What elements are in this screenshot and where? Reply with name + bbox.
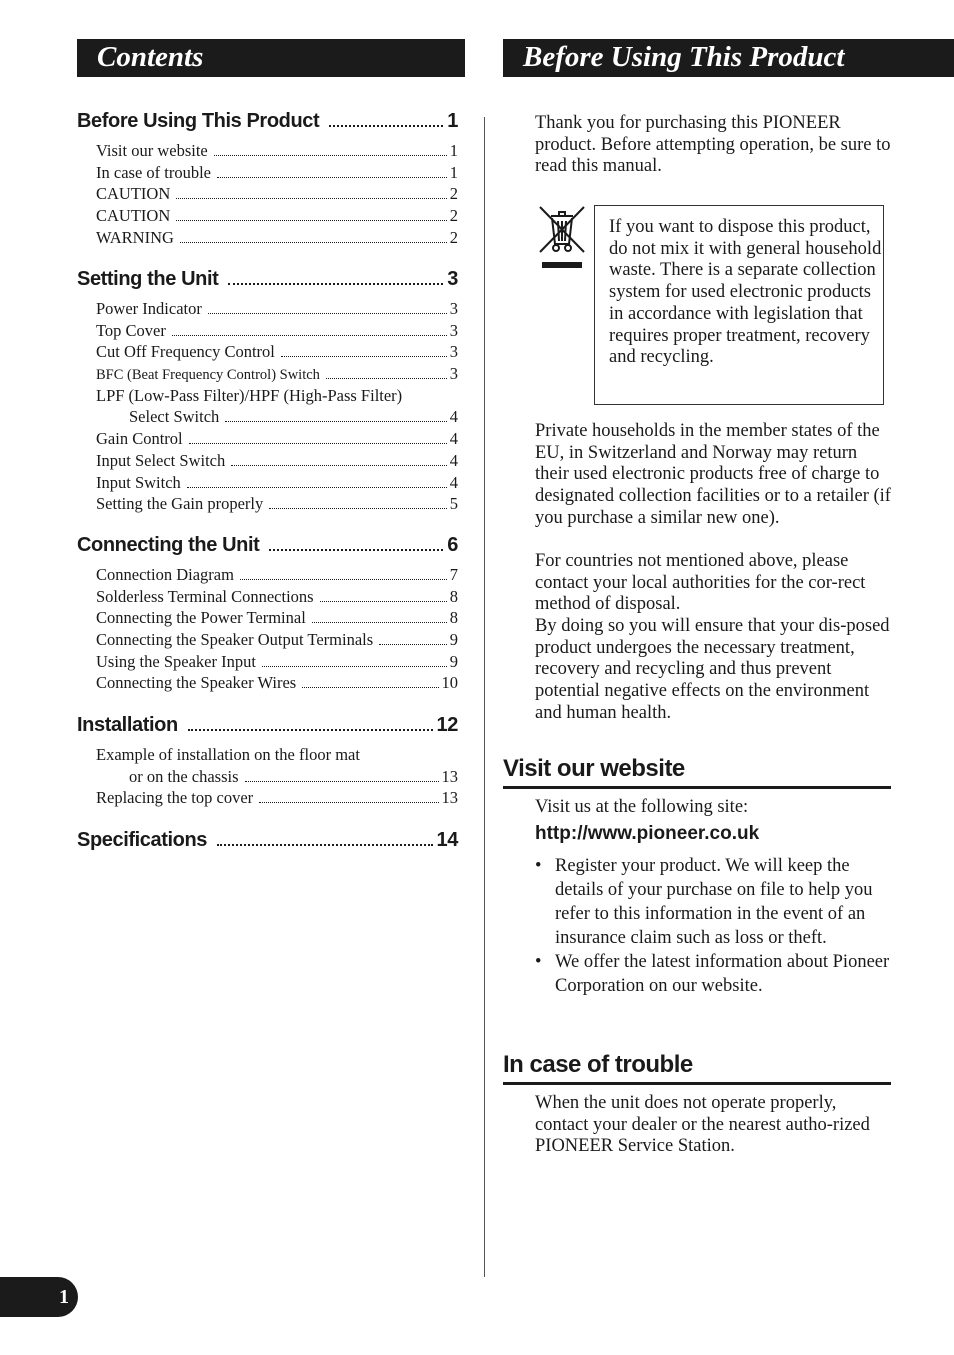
toc-heading[interactable]: Setting the Unit 3: [77, 268, 458, 290]
toc-item[interactable]: Top Cover 3: [96, 320, 458, 340]
disposal-notice-box: If you want to dispose this product, do not mix it with general household waste. There is a separate collection system for used electronic products in accordance with legislation that requires proper treatment, recovery and recycling.: [594, 205, 884, 405]
toc-heading[interactable]: Installation 12: [77, 714, 458, 736]
toc-heading[interactable]: Before Using This Product 1: [77, 110, 458, 132]
toc-item[interactable]: Power Indicator 3: [96, 299, 458, 318]
toc-heading[interactable]: Specifications 14: [77, 829, 458, 851]
toc-item[interactable]: Using the Speaker Input 9: [96, 651, 458, 671]
toc-item[interactable]: Visit our website 1: [96, 141, 458, 160]
trouble-paragraph: When the unit does not operate properly, contact your dealer or the nearest autho-rized PIONEER Service Station.: [535, 1093, 870, 1157]
toc-item[interactable]: Input Select Switch 4: [96, 450, 458, 470]
trouble-heading: In case of trouble: [503, 1050, 891, 1085]
website-heading: Visit our website: [503, 754, 891, 789]
toc-item[interactable]: or on the chassis 13: [129, 766, 458, 786]
list-item: • We offer the latest information about Pioneer Corporation on our website.: [535, 950, 891, 998]
toc-item[interactable]: In case of trouble 1: [96, 162, 458, 182]
toc-item[interactable]: Example of installation on the floor mat: [96, 745, 360, 764]
toc-section: [77, 829, 458, 859]
toc-section: [77, 534, 458, 694]
toc-item[interactable]: Connecting the Speaker Wires 10: [96, 673, 458, 693]
contents-header: Contents: [77, 39, 465, 77]
toc-item[interactable]: Cut Off Frequency Control 3: [96, 342, 458, 362]
page-number: 1: [0, 1277, 78, 1317]
toc-heading[interactable]: Connecting the Unit 6: [77, 534, 458, 556]
toc-section: [77, 110, 458, 248]
disposal-paragraph: Private households in the member states of the EU, in Switzerland and Norway may return their used electronic products free of charge to designated collection facilities or to a retailer (if you purchase a similar new one).: [535, 421, 891, 528]
toc-item[interactable]: Select Switch 4: [129, 407, 458, 427]
list-item: • Register your product. We will keep the details of your purchase on file to help you refer to this information in the event of an insurance claim such as loss or theft.: [535, 854, 891, 950]
toc-item[interactable]: Connecting the Power Terminal 8: [96, 608, 458, 628]
website-lead: Visit us at the following site:: [535, 797, 749, 817]
toc-section: [77, 268, 458, 515]
toc-item[interactable]: Input Switch 4: [96, 472, 458, 492]
toc-item[interactable]: LPF (Low-Pass Filter)/HPF (High-Pass Filter): [96, 385, 403, 405]
toc-item[interactable]: Solderless Terminal Connections 8: [96, 586, 458, 606]
toc-item[interactable]: Connection Diagram 7: [96, 565, 458, 584]
website-bullet-list: [535, 854, 891, 998]
toc-item[interactable]: Connecting the Speaker Output Terminals 9: [96, 630, 458, 650]
intro-paragraph: Thank you for purchasing this PIONEER product. Before attempting operation, be sure to read this manual.: [535, 113, 891, 177]
disposal-paragraph: By doing so you will ensure that your dis-posed product undergoes the necessary treatment, recovery and recycling and thus prevent potential negative effects on the environment and human health.: [535, 616, 890, 723]
website-link[interactable]: http://www.pioneer.co.uk: [535, 823, 760, 844]
toc-item[interactable]: Replacing the top cover 13: [96, 788, 458, 808]
toc-section: [77, 714, 458, 809]
section-header: Before Using This Product: [503, 39, 954, 77]
disposal-paragraph: For countries not mentioned above, please contact your local authorities for the cor-rect method of disposal.: [535, 551, 866, 615]
toc-item[interactable]: Setting the Gain properly 5: [96, 494, 458, 514]
crossed-out-bin-icon: [537, 204, 587, 270]
toc-item[interactable]: WARNING 2: [96, 227, 458, 247]
column-divider: [484, 117, 485, 1277]
toc-item[interactable]: Gain Control 4: [96, 429, 458, 449]
toc-item[interactable]: CAUTION 2: [96, 184, 458, 204]
toc-item[interactable]: CAUTION 2: [96, 206, 458, 226]
toc-item[interactable]: BFC (Beat Frequency Control) Switch 3: [96, 364, 458, 384]
